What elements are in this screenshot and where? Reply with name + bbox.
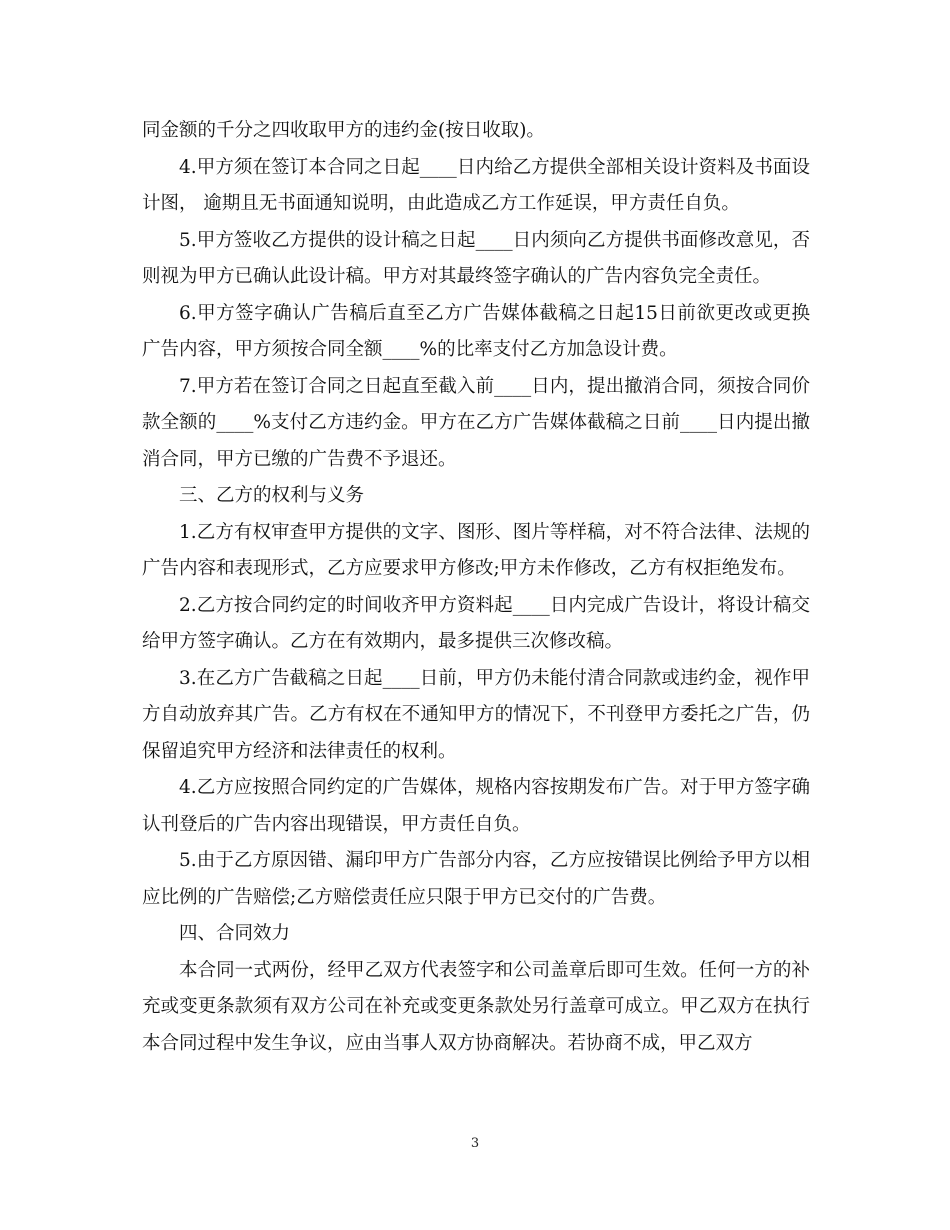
paragraph: 6.甲方签字确认广告稿后直至乙方广告媒体截稿之日起15日前欲更改或更换广告内容，甲方须按合同全额____%的比率支付乙方加急设计费。 bbox=[142, 302, 810, 360]
section-heading: 四、合同效力 bbox=[179, 923, 291, 944]
document-body bbox=[142, 113, 810, 1062]
paragraph: 5.由于乙方原因错、漏印甲方广告部分内容，乙方应按错误比例给予甲方以相应比例的广告赔偿;乙方赔偿责任应只限于甲方已交付的广告费。 bbox=[142, 850, 810, 908]
paragraph: 3.在乙方广告截稿之日起____日前，甲方仍未能付清合同款或违约金，视作甲方自动放弃其广告。乙方有权在不通知甲方的情况下，不刊登甲方委托之广告，仍保留追究甲方经济和法律责任的权利。 bbox=[142, 667, 810, 762]
paragraph: 5.甲方签收乙方提供的设计稿之日起____日内须向乙方提供书面修改意见，否则视为甲方已确认此设计稿。甲方对其最终签字确认的广告内容负完全责任。 bbox=[142, 229, 810, 287]
paragraph: 本合同一式两份，经甲乙双方代表签字和公司盖章后即可生效。任何一方的补充或变更条款须有双方公司在补充或变更条款处另行盖章可成立。甲乙双方在执行本合同过程中发生争议，应由当事人双方协商解决。若协商不成，甲乙双方 bbox=[142, 959, 810, 1054]
paragraph: 4.乙方应按照合同约定的广告媒体，规格内容按期发布广告。对于甲方签字确认刊登后的广告内容出现错误，甲方责任自负。 bbox=[142, 777, 810, 835]
paragraph: 同金额的千分之四收取甲方的违约金(按日收取)。 bbox=[142, 120, 545, 141]
page-number: 3 bbox=[470, 1136, 480, 1151]
paragraph: 7.甲方若在签订合同之日起直至截入前____日内，提出撤消合同，须按合同价款全额的____%支付乙方违约金。甲方在乙方广告媒体截稿之日前____日内提出撤消合同，甲方已缴的广告费不予退还。 bbox=[142, 375, 810, 470]
paragraph: 2.乙方按合同约定的时间收齐甲方资料起____日内完成广告设计，将设计稿交给甲方签字确认。乙方在有效期内，最多提供三次修改稿。 bbox=[142, 594, 810, 652]
paragraph: 1.乙方有权审查甲方提供的文字、图形、图片等样稿，对不符合法律、法规的广告内容和表现形式，乙方应要求甲方修改;甲方未作修改，乙方有权拒绝发布。 bbox=[142, 521, 810, 579]
section-heading: 三、乙方的权利与义务 bbox=[179, 485, 365, 506]
paragraph: 4.甲方须在签订本合同之日起____日内给乙方提供全部相关设计资料及书面设计图， 逾期且无书面通知说明，由此造成乙方工作延误，甲方责任自负。 bbox=[142, 156, 810, 214]
